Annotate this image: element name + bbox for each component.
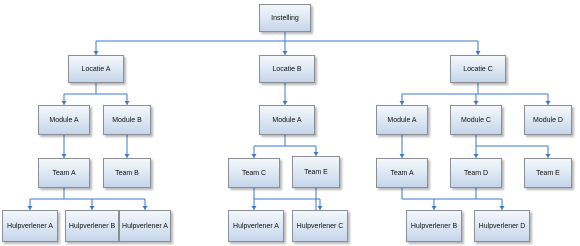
node-team-e-locatie-b[interactable]: Team E xyxy=(292,156,340,188)
node-hulpverlener-d-locatie-c[interactable]: Hulpverlener D xyxy=(474,210,530,242)
node-module-d-locatie-c[interactable]: Module D xyxy=(524,105,572,135)
node-hulpverlener-c-locatie-b[interactable]: Hulpverlener C xyxy=(292,210,348,242)
node-team-a-locatie-a[interactable]: Team A xyxy=(38,158,90,188)
node-locatie-b[interactable]: Locatie B xyxy=(259,55,315,83)
node-hulpverlener-b-1[interactable]: Hulpverlener B xyxy=(65,210,119,242)
node-module-a-locatie-c[interactable]: Module A xyxy=(376,105,428,135)
node-instelling[interactable]: Instelling xyxy=(259,4,311,32)
node-module-b-locatie-a[interactable]: Module B xyxy=(103,105,151,135)
node-hulpverlener-b-locatie-c[interactable]: Hulpverlener B xyxy=(406,210,462,242)
node-hulpverlener-a-1[interactable]: Hulpverlener A xyxy=(2,210,58,242)
node-module-c-locatie-c[interactable]: Module C xyxy=(450,105,502,135)
node-team-a-locatie-c[interactable]: Team A xyxy=(376,158,428,188)
node-team-b-locatie-a[interactable]: Team B xyxy=(103,158,151,188)
node-team-d-locatie-c[interactable]: Team D xyxy=(450,158,502,188)
node-module-a-locatie-a[interactable]: Module A xyxy=(38,105,90,135)
node-locatie-c[interactable]: Locatie C xyxy=(450,55,506,83)
node-hulpverlener-a-2[interactable]: Hulpverlener A xyxy=(119,210,171,242)
node-team-e-locatie-c[interactable]: Team E xyxy=(524,158,572,188)
node-hulpverlener-a-locatie-b[interactable]: Hulpverlener A xyxy=(228,210,284,242)
node-module-a-locatie-b[interactable]: Module A xyxy=(259,105,315,135)
node-locatie-a[interactable]: Locatie A xyxy=(68,55,124,83)
node-team-c-locatie-b[interactable]: Team C xyxy=(228,158,280,188)
